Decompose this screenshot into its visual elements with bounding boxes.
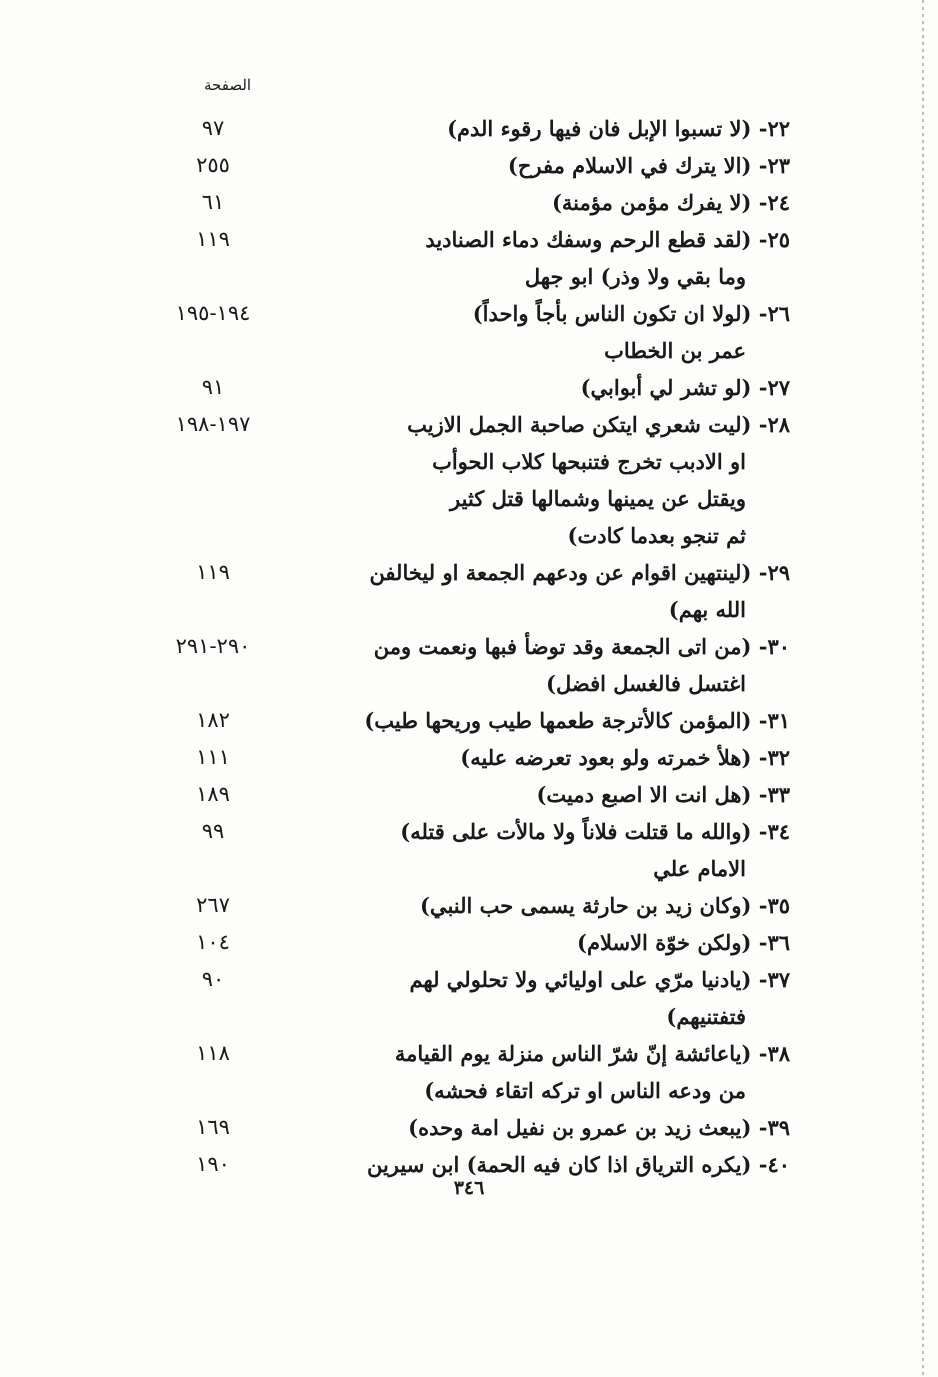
entry-text: من ودعه الناس او تركه اتقاء فحشه) — [424, 1078, 746, 1103]
entry-text: ٣٧- (يادنيا مرّي على اوليائي ولا تحلولي لهم — [409, 967, 790, 992]
entry-text: ٢٧- (لو تشر لي أبوابي) — [580, 375, 790, 400]
entry-text: ٢٦- (لولا ان تكون الناس بأجاً واحداً) — [472, 301, 790, 326]
entry-text: عمر بن الخطاب — [604, 338, 746, 363]
entry-page-ref: ١٩٠ — [196, 1152, 230, 1176]
index-entry — [0, 221, 938, 258]
entry-page-ref: ١٩٧-١٩٨ — [175, 412, 251, 436]
entry-text: ٢٤- (لا يفرك مؤمن مؤمنة) — [551, 190, 790, 215]
index-entry — [0, 961, 938, 998]
page-column-header: الصفحة — [204, 76, 252, 94]
entry-text: او الادبب تخرج فتنبحها كلاب الحوأب — [432, 449, 746, 474]
index-entry — [0, 1109, 938, 1146]
entry-text: ٢٨- (ليت شعري ايتكن صاحبة الجمل الازيب — [407, 412, 790, 437]
entry-page-ref: ١١١ — [196, 745, 230, 769]
index-entry — [0, 813, 938, 850]
index-entry — [0, 295, 938, 332]
entry-text: فتفتنيهم) — [666, 1004, 746, 1029]
index-entry-continuation — [0, 998, 938, 1035]
index-entry — [0, 739, 938, 776]
entry-page-ref: ٩٩ — [201, 819, 225, 843]
entry-page-ref: ٢٥٥ — [196, 153, 230, 177]
entry-text: ٣٨- (ياعائشة إنّ شرّ الناس منزلة يوم القيامة — [394, 1041, 790, 1066]
index-entry-continuation — [0, 332, 938, 369]
index-entry-continuation — [0, 850, 938, 887]
entry-text: ويقتل عن يمينها وشمالها قتل كثير — [450, 486, 746, 511]
page-number: ٣٤٦ — [453, 1177, 485, 1199]
index-entry — [0, 147, 938, 184]
index-entry — [0, 628, 938, 665]
index-entry — [0, 776, 938, 813]
entry-text: ٣٢- (هلأ خمرته ولو بعود تعرضه عليه) — [460, 745, 790, 770]
entry-text: ٢٢- (لا تسبوا الإبل فان فيها رقوء الدم) — [447, 116, 790, 141]
index-entry — [0, 110, 938, 147]
index-entry-continuation — [0, 1072, 938, 1109]
entry-text: ٣٠- (من اتى الجمعة وقد توضأ فبها ونعمت ومن — [373, 634, 790, 659]
entry-text: ٣٤- (والله ما قتلت فلاناً ولا مالأت على قتله) — [400, 819, 790, 844]
entry-page-ref: ١١٩ — [196, 227, 230, 251]
entry-page-ref: ٩٠ — [201, 967, 225, 991]
index-entry — [0, 1035, 938, 1072]
index-entry — [0, 887, 938, 924]
index-entry-continuation — [0, 480, 938, 517]
entry-text: الامام علي — [653, 856, 746, 881]
entry-page-ref: ٢٦٧ — [196, 893, 230, 917]
entry-text: ٢٩- (لينتهين اقوام عن ودعهم الجمعة او ليخالفن — [369, 560, 790, 585]
entry-page-ref: ١٩٤-١٩٥ — [175, 301, 251, 325]
entry-text: وما بقي ولا وذر) ابو جهل — [524, 264, 746, 289]
entry-text: ٢٥- (لقد قطع الرحم وسفك دماء الصناديد — [425, 227, 790, 252]
entry-page-ref: ١٠٤ — [196, 930, 230, 954]
index-entry — [0, 184, 938, 221]
index-entry — [0, 369, 938, 406]
index-entry-continuation — [0, 517, 938, 554]
entry-text: ٣٣- (هل انت الا اصبع دميت) — [536, 782, 790, 807]
entry-text: ٣١- (المؤمن كالأترجة طعمها طيب وريحها طيب) — [364, 708, 790, 733]
entry-page-ref: ١٨٢ — [196, 708, 230, 732]
index-entry — [0, 406, 938, 443]
entry-text: ٤٠- (يكره الترياق اذا كان فيه الحمة) ابن سيرين — [366, 1152, 790, 1177]
entry-page-ref: ١١٨ — [196, 1041, 230, 1065]
index-list — [0, 110, 938, 1183]
entry-text: اغتسل فالغسل افضل) — [546, 671, 746, 696]
entry-page-ref: ٩١ — [201, 375, 225, 399]
entry-text: ٣٦- (ولكن خوّة الاسلام) — [577, 930, 790, 955]
entry-text: ثم تنجو بعدما كادت) — [567, 523, 746, 548]
entry-text: ٣٩- (يبعث زيد بن عمرو بن نفيل امة وحده) — [408, 1115, 790, 1140]
entry-page-ref: ٢٩٠-٢٩١ — [175, 634, 251, 658]
entry-text: الله بهم) — [668, 597, 746, 622]
entry-text: ٣٥- (وكان زيد بن حارثة يسمى حب النبي) — [420, 893, 790, 918]
entry-text: ٢٣- (الا يترك في الاسلام مفرح) — [507, 153, 790, 178]
index-entry — [0, 554, 938, 591]
index-entry-continuation — [0, 591, 938, 628]
index-entry-continuation — [0, 443, 938, 480]
index-entry — [0, 702, 938, 739]
entry-page-ref: ٦١ — [201, 190, 225, 214]
entry-page-ref: ٩٧ — [201, 116, 225, 140]
entry-page-ref: ١٦٩ — [196, 1115, 230, 1139]
index-entry — [0, 924, 938, 961]
index-entry-continuation — [0, 258, 938, 295]
index-entry-continuation — [0, 665, 938, 702]
entry-page-ref: ١١٩ — [196, 560, 230, 584]
entry-page-ref: ١٨٩ — [196, 782, 230, 806]
